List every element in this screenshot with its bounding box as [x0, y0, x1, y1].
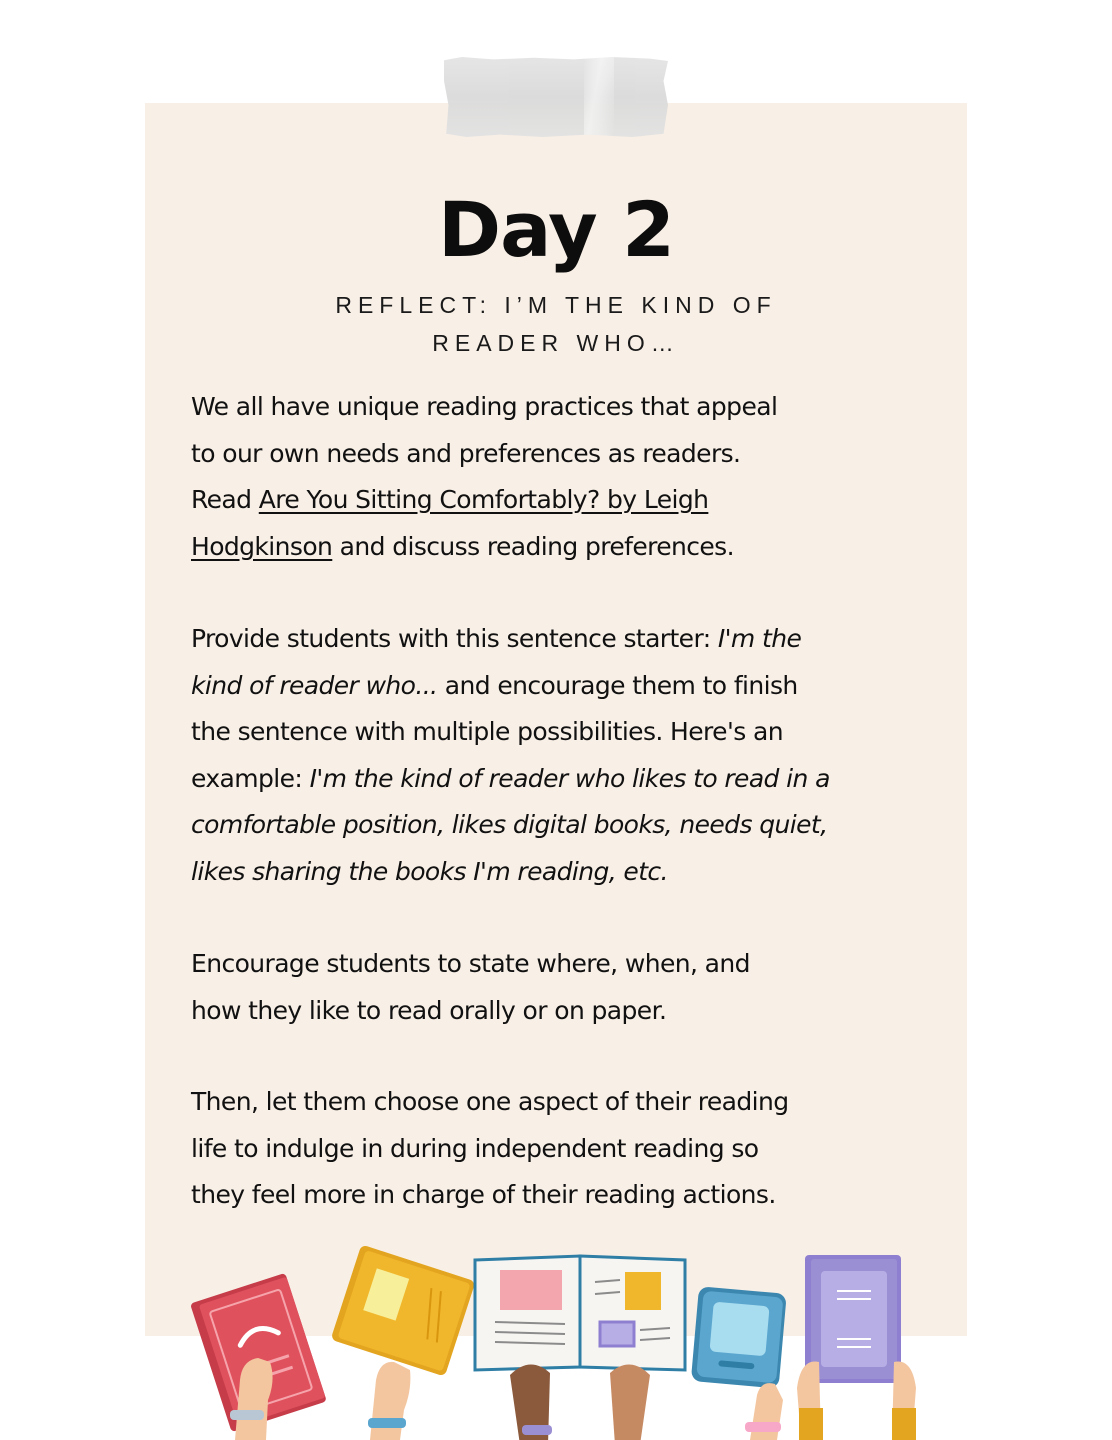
paragraph-intro: [191, 384, 951, 570]
italic-segment: I'm the: [717, 624, 802, 653]
hand-icon: [892, 1362, 916, 1440]
text-line: the sentence with multiple possibilities. Here's an: [191, 717, 783, 746]
yellow-book-icon: [331, 1244, 476, 1376]
italic-segment: comfortable position, likes digital books, needs quiet,: [191, 810, 828, 839]
hand-icon: [368, 1362, 410, 1440]
text-line: they feel more in charge of their reading actions.: [191, 1180, 776, 1209]
text-line: [191, 524, 951, 571]
hand-icon: [510, 1364, 552, 1440]
text-line: [191, 849, 951, 896]
hand-icon: [797, 1362, 823, 1440]
text-line: to our own needs and preferences as readers.: [191, 438, 741, 468]
text-segment: and discuss reading preferences.: [332, 531, 734, 561]
hand-icon: [610, 1364, 650, 1440]
subtitle-line: READER WHO…: [432, 330, 680, 356]
text-line: Then, let them choose one aspect of their reading: [191, 1087, 789, 1116]
open-book-icon: [475, 1256, 685, 1370]
page-title: Day 2: [438, 185, 674, 274]
text-line: life to indulge in during independent reading so: [191, 1133, 759, 1163]
subtitle-line: REFLECT: I’M THE KIND OF: [335, 292, 777, 318]
text-segment: example:: [191, 763, 310, 793]
book-link-continued[interactable]: Hodgkinson: [191, 531, 333, 561]
paragraph-sentence-starter: [191, 616, 951, 895]
text-line: [191, 477, 951, 524]
purple-book-icon: [805, 1255, 901, 1383]
text-line: We all have unique reading practices that appeal: [191, 392, 778, 421]
text-line: [191, 616, 951, 663]
book-link[interactable]: Are You Sitting Comfortably? by Leigh: [258, 485, 709, 514]
tape-strip: [444, 57, 668, 137]
italic-segment: I'm the kind of reader who likes to read in a: [309, 763, 830, 793]
text-line: how they like to read orally or on paper.: [191, 995, 667, 1025]
text-line: Encourage students to state where, when, and: [191, 949, 750, 978]
italic-segment: kind of reader who...: [191, 670, 438, 700]
italic-segment: likes sharing the books I'm reading, etc.: [191, 856, 668, 886]
paragraph-choose-aspect: [191, 1079, 951, 1219]
hand-icon: [745, 1383, 783, 1440]
text-line: [191, 663, 951, 710]
page-subtitle: [300, 286, 812, 362]
text-segment: Provide students with this sentence starter:: [191, 624, 718, 653]
text-segment: and encourage them to finish: [437, 670, 798, 700]
paragraph-where-when-how: [191, 941, 951, 1034]
text-line: [191, 756, 951, 803]
hands-holding-books-illustration: [190, 1240, 950, 1440]
text-segment: Read: [191, 485, 259, 514]
blue-tablet-icon: [691, 1286, 787, 1388]
text-line: [191, 802, 951, 849]
